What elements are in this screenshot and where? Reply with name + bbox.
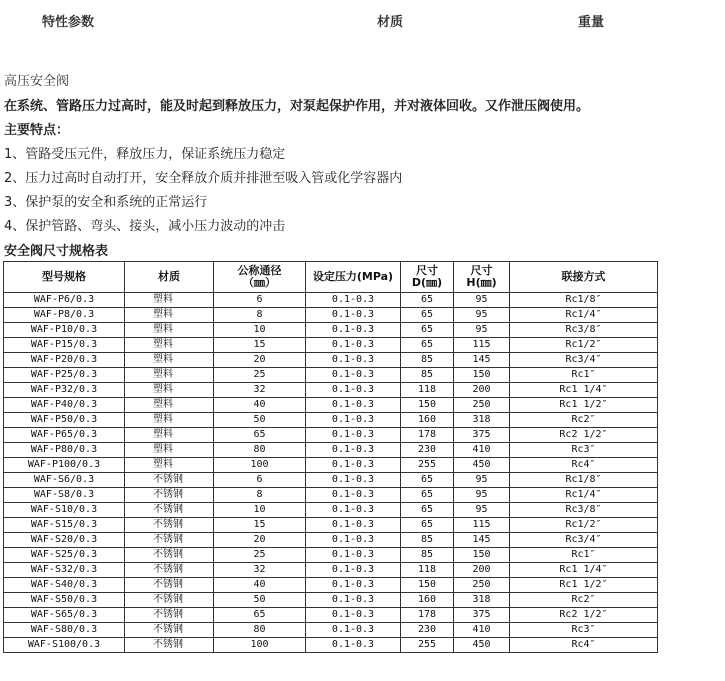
cell-model: WAF-S80/0.3 <box>4 623 125 638</box>
cell-connection: Rc1/4″ <box>510 308 658 323</box>
cell-material: 不锈钢 <box>125 548 214 563</box>
product-title: 高压安全阀 <box>4 74 70 89</box>
cell-diameter: 50 <box>214 593 306 608</box>
cell-material: 塑料 <box>125 398 214 413</box>
table-row <box>4 443 658 458</box>
cell-model: WAF-S50/0.3 <box>4 593 125 608</box>
table-row <box>4 593 658 608</box>
col-header-model: 型号规格 <box>4 262 125 293</box>
cell-size-d: 85 <box>401 533 454 548</box>
table-row <box>4 518 658 533</box>
col-header-diameter <box>214 262 306 293</box>
spec-table <box>3 261 658 653</box>
cell-size-h: 250 <box>454 578 510 593</box>
cell-material: 不锈钢 <box>125 488 214 503</box>
cell-diameter: 100 <box>214 638 306 653</box>
cell-diameter: 80 <box>214 623 306 638</box>
cell-diameter: 10 <box>214 503 306 518</box>
cell-pressure: 0.1-0.3 <box>306 428 401 443</box>
cell-diameter: 65 <box>214 428 306 443</box>
cell-pressure: 0.1-0.3 <box>306 398 401 413</box>
cell-model: WAF-S20/0.3 <box>4 533 125 548</box>
cell-size-d: 65 <box>401 293 454 308</box>
table-row <box>4 413 658 428</box>
cell-connection: Rc3/4″ <box>510 353 658 368</box>
table-row <box>4 533 658 548</box>
cell-size-h: 95 <box>454 308 510 323</box>
cell-pressure: 0.1-0.3 <box>306 593 401 608</box>
header-weight-tab[interactable]: 重量 <box>578 15 605 30</box>
cell-model: WAF-P25/0.3 <box>4 368 125 383</box>
cell-pressure: 0.1-0.3 <box>306 323 401 338</box>
cell-diameter: 8 <box>214 488 306 503</box>
cell-material: 不锈钢 <box>125 608 214 623</box>
cell-material: 塑料 <box>125 383 214 398</box>
cell-size-h: 95 <box>454 488 510 503</box>
table-row <box>4 608 658 623</box>
cell-size-h: 375 <box>454 428 510 443</box>
col-header-material: 材质 <box>125 262 214 293</box>
cell-material: 塑料 <box>125 308 214 323</box>
table-row <box>4 323 658 338</box>
table-row <box>4 563 658 578</box>
cell-diameter: 65 <box>214 608 306 623</box>
cell-material: 不锈钢 <box>125 638 214 653</box>
cell-size-h: 200 <box>454 383 510 398</box>
cell-material: 不锈钢 <box>125 473 214 488</box>
cell-model: WAF-P80/0.3 <box>4 443 125 458</box>
cell-pressure: 0.1-0.3 <box>306 503 401 518</box>
cell-pressure: 0.1-0.3 <box>306 518 401 533</box>
cell-connection: Rc3″ <box>510 443 658 458</box>
cell-pressure: 0.1-0.3 <box>306 353 401 368</box>
cell-diameter: 80 <box>214 443 306 458</box>
cell-pressure: 0.1-0.3 <box>306 533 401 548</box>
cell-size-h: 145 <box>454 533 510 548</box>
cell-connection: Rc2 1/2″ <box>510 608 658 623</box>
cell-pressure: 0.1-0.3 <box>306 308 401 323</box>
table-title: 安全阀尺寸规格表 <box>4 244 109 259</box>
cell-diameter: 32 <box>214 383 306 398</box>
cell-size-h: 200 <box>454 563 510 578</box>
cell-material: 塑料 <box>125 353 214 368</box>
cell-material: 不锈钢 <box>125 503 214 518</box>
cell-size-d: 85 <box>401 353 454 368</box>
cell-material: 塑料 <box>125 368 214 383</box>
cell-diameter: 100 <box>214 458 306 473</box>
cell-size-h: 115 <box>454 518 510 533</box>
cell-pressure: 0.1-0.3 <box>306 578 401 593</box>
cell-size-d: 65 <box>401 308 454 323</box>
table-row <box>4 473 658 488</box>
cell-pressure: 0.1-0.3 <box>306 413 401 428</box>
feature-item: 4、保护管路、弯头、接头，减小压力波动的冲击 <box>4 219 286 234</box>
table-row <box>4 353 658 368</box>
header-specs-tab[interactable]: 特性参数 <box>42 15 95 30</box>
table-row <box>4 383 658 398</box>
cell-model: WAF-S65/0.3 <box>4 608 125 623</box>
table-row <box>4 458 658 473</box>
cell-connection: Rc4″ <box>510 638 658 653</box>
cell-diameter: 20 <box>214 533 306 548</box>
cell-size-d: 160 <box>401 593 454 608</box>
cell-connection: Rc1/8″ <box>510 473 658 488</box>
cell-size-d: 178 <box>401 608 454 623</box>
cell-model: WAF-S25/0.3 <box>4 548 125 563</box>
cell-size-d: 65 <box>401 338 454 353</box>
table-row <box>4 548 658 563</box>
cell-pressure: 0.1-0.3 <box>306 368 401 383</box>
table-header-row <box>4 262 658 293</box>
cell-connection: Rc2 1/2″ <box>510 428 658 443</box>
cell-diameter: 32 <box>214 563 306 578</box>
col-header-diameter-line1: 公称通径 <box>237 264 282 277</box>
cell-diameter: 20 <box>214 353 306 368</box>
cell-size-d: 118 <box>401 383 454 398</box>
cell-model: WAF-P65/0.3 <box>4 428 125 443</box>
cell-model: WAF-S6/0.3 <box>4 473 125 488</box>
cell-size-d: 230 <box>401 443 454 458</box>
spec-table-body <box>4 293 658 653</box>
feature-item: 1、管路受压元件，释放压力，保证系统压力稳定 <box>4 147 286 162</box>
table-row <box>4 623 658 638</box>
table-row <box>4 638 658 653</box>
features-title: 主要特点： <box>4 123 70 138</box>
cell-connection: Rc3/4″ <box>510 533 658 548</box>
cell-model: WAF-S32/0.3 <box>4 563 125 578</box>
cell-pressure: 0.1-0.3 <box>306 383 401 398</box>
cell-model: WAF-P20/0.3 <box>4 353 125 368</box>
cell-pressure: 0.1-0.3 <box>306 458 401 473</box>
cell-size-h: 450 <box>454 458 510 473</box>
col-header-diameter-line2: （㎜） <box>243 276 276 289</box>
cell-size-h: 318 <box>454 413 510 428</box>
cell-diameter: 50 <box>214 413 306 428</box>
cell-model: WAF-S8/0.3 <box>4 488 125 503</box>
table-row <box>4 368 658 383</box>
cell-model: WAF-S40/0.3 <box>4 578 125 593</box>
cell-material: 塑料 <box>125 293 214 308</box>
cell-diameter: 8 <box>214 308 306 323</box>
table-row <box>4 308 658 323</box>
col-header-size-d <box>401 262 454 293</box>
cell-model: WAF-P32/0.3 <box>4 383 125 398</box>
cell-material: 不锈钢 <box>125 593 214 608</box>
cell-diameter: 10 <box>214 323 306 338</box>
cell-diameter: 15 <box>214 518 306 533</box>
cell-model: WAF-P8/0.3 <box>4 308 125 323</box>
cell-connection: Rc3/8″ <box>510 323 658 338</box>
cell-size-h: 375 <box>454 608 510 623</box>
col-header-size-h-line1: 尺寸 <box>470 264 493 277</box>
cell-connection: Rc1 1/4″ <box>510 383 658 398</box>
feature-item: 2、压力过高时自动打开，安全释放介质并排泄至吸入管或化学容器内 <box>4 171 403 186</box>
cell-pressure: 0.1-0.3 <box>306 563 401 578</box>
cell-model: WAF-P15/0.3 <box>4 338 125 353</box>
cell-size-d: 255 <box>401 458 454 473</box>
cell-pressure: 0.1-0.3 <box>306 443 401 458</box>
cell-connection: Rc1 1/4″ <box>510 563 658 578</box>
cell-model: WAF-P40/0.3 <box>4 398 125 413</box>
cell-size-h: 145 <box>454 353 510 368</box>
cell-connection: Rc1/2″ <box>510 338 658 353</box>
cell-size-h: 318 <box>454 593 510 608</box>
cell-size-h: 250 <box>454 398 510 413</box>
cell-size-h: 115 <box>454 338 510 353</box>
cell-size-d: 65 <box>401 488 454 503</box>
cell-size-h: 95 <box>454 293 510 308</box>
cell-material: 不锈钢 <box>125 578 214 593</box>
cell-connection: Rc1″ <box>510 368 658 383</box>
cell-size-d: 65 <box>401 473 454 488</box>
cell-size-h: 95 <box>454 473 510 488</box>
cell-pressure: 0.1-0.3 <box>306 608 401 623</box>
cell-pressure: 0.1-0.3 <box>306 548 401 563</box>
cell-size-d: 65 <box>401 323 454 338</box>
product-description: 在系统、管路压力过高时，能及时起到释放压力，对泵起保护作用，并对液体回收。又作泄压阀使用。 <box>4 99 590 114</box>
cell-connection: Rc1 1/2″ <box>510 578 658 593</box>
spec-header-bar <box>0 0 725 40</box>
cell-size-d: 178 <box>401 428 454 443</box>
cell-size-h: 95 <box>454 503 510 518</box>
cell-size-d: 160 <box>401 413 454 428</box>
cell-diameter: 25 <box>214 368 306 383</box>
cell-diameter: 25 <box>214 548 306 563</box>
col-header-connection: 联接方式 <box>510 262 658 293</box>
header-material-tab[interactable]: 材质 <box>377 15 404 30</box>
cell-material: 塑料 <box>125 413 214 428</box>
cell-connection: Rc4″ <box>510 458 658 473</box>
cell-connection: Rc1/8″ <box>510 293 658 308</box>
cell-pressure: 0.1-0.3 <box>306 623 401 638</box>
cell-size-h: 450 <box>454 638 510 653</box>
cell-size-d: 85 <box>401 548 454 563</box>
cell-size-h: 150 <box>454 368 510 383</box>
cell-size-d: 65 <box>401 503 454 518</box>
cell-connection: Rc1″ <box>510 548 658 563</box>
table-row <box>4 578 658 593</box>
table-row <box>4 398 658 413</box>
cell-pressure: 0.1-0.3 <box>306 488 401 503</box>
col-header-pressure: 设定压力(MPa) <box>306 262 401 293</box>
cell-pressure: 0.1-0.3 <box>306 638 401 653</box>
cell-size-d: 150 <box>401 398 454 413</box>
cell-connection: Rc1/2″ <box>510 518 658 533</box>
cell-material: 塑料 <box>125 323 214 338</box>
cell-model: WAF-P50/0.3 <box>4 413 125 428</box>
cell-model: WAF-S100/0.3 <box>4 638 125 653</box>
cell-size-d: 65 <box>401 518 454 533</box>
cell-connection: Rc3″ <box>510 623 658 638</box>
cell-size-h: 410 <box>454 623 510 638</box>
cell-model: WAF-P100/0.3 <box>4 458 125 473</box>
cell-material: 塑料 <box>125 338 214 353</box>
cell-model: WAF-S10/0.3 <box>4 503 125 518</box>
col-header-size-d-line2: D(㎜) <box>411 276 443 289</box>
table-row <box>4 488 658 503</box>
cell-model: WAF-P10/0.3 <box>4 323 125 338</box>
cell-connection: Rc2″ <box>510 413 658 428</box>
col-header-size-d-line1: 尺寸 <box>416 264 438 277</box>
cell-size-h: 95 <box>454 323 510 338</box>
cell-diameter: 40 <box>214 398 306 413</box>
cell-material: 不锈钢 <box>125 563 214 578</box>
table-row <box>4 338 658 353</box>
cell-diameter: 6 <box>214 473 306 488</box>
cell-material: 塑料 <box>125 428 214 443</box>
cell-material: 不锈钢 <box>125 518 214 533</box>
cell-material: 塑料 <box>125 458 214 473</box>
cell-connection: Rc1/4″ <box>510 488 658 503</box>
cell-pressure: 0.1-0.3 <box>306 338 401 353</box>
cell-size-h: 150 <box>454 548 510 563</box>
cell-size-d: 255 <box>401 638 454 653</box>
cell-size-d: 230 <box>401 623 454 638</box>
cell-pressure: 0.1-0.3 <box>306 293 401 308</box>
cell-connection: Rc2″ <box>510 593 658 608</box>
cell-size-d: 150 <box>401 578 454 593</box>
cell-model: WAF-P6/0.3 <box>4 293 125 308</box>
cell-material: 塑料 <box>125 443 214 458</box>
table-row <box>4 293 658 308</box>
cell-diameter: 6 <box>214 293 306 308</box>
table-row <box>4 503 658 518</box>
cell-connection: Rc1 1/2″ <box>510 398 658 413</box>
cell-pressure: 0.1-0.3 <box>306 473 401 488</box>
cell-diameter: 40 <box>214 578 306 593</box>
table-row <box>4 428 658 443</box>
feature-item: 3、保护泵的安全和系统的正常运行 <box>4 195 208 210</box>
col-header-size-h <box>454 262 510 293</box>
cell-diameter: 15 <box>214 338 306 353</box>
cell-size-h: 410 <box>454 443 510 458</box>
cell-model: WAF-S15/0.3 <box>4 518 125 533</box>
cell-size-d: 118 <box>401 563 454 578</box>
cell-material: 不锈钢 <box>125 533 214 548</box>
cell-connection: Rc3/8″ <box>510 503 658 518</box>
cell-size-d: 85 <box>401 368 454 383</box>
cell-material: 不锈钢 <box>125 623 214 638</box>
col-header-size-h-line2: H(㎜) <box>466 276 497 289</box>
